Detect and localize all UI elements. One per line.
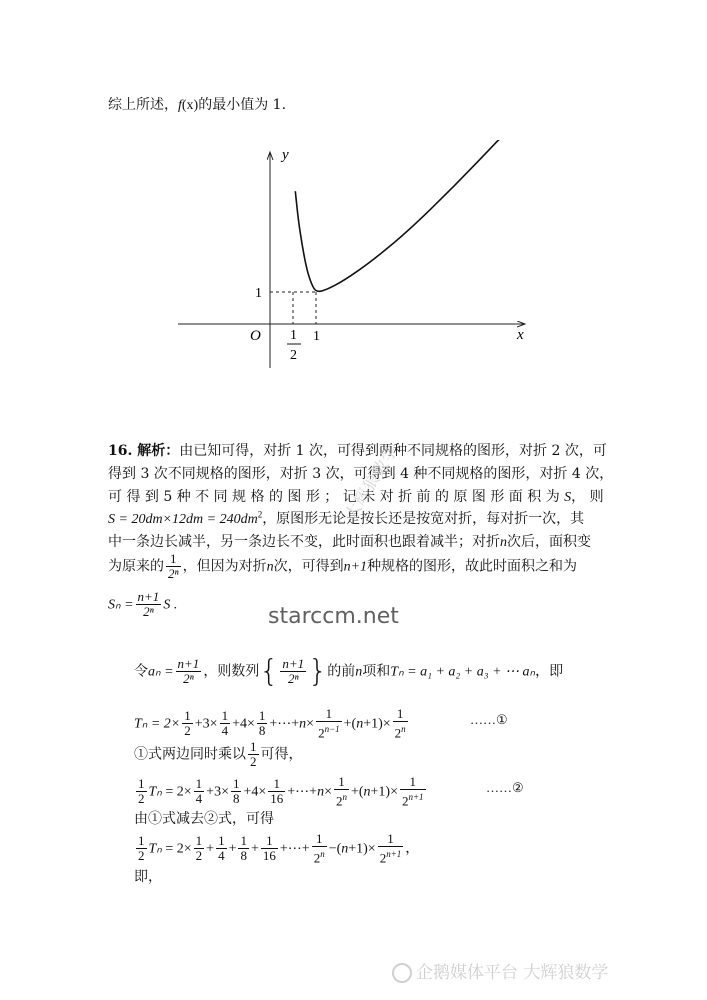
- function-graph: [170, 140, 540, 380]
- x-axis-label: x: [517, 327, 524, 343]
- let-mid: ，则数列: [203, 663, 260, 680]
- site-watermark: starccm.net: [268, 604, 399, 629]
- eq2-half: $\frac{1}{2}$: [138, 776, 145, 807]
- mult-half: $\frac{1}{2}$: [250, 739, 257, 769]
- sn-lhs: Sₙ =: [108, 597, 134, 613]
- frac-den: 2ⁿ: [143, 604, 154, 619]
- eq1-f3: $\frac{1}{8}$: [258, 708, 266, 739]
- eq3-f2: $\frac{1}{4}$: [218, 833, 225, 864]
- area-exponent: 2: [257, 509, 263, 520]
- frac-num: n+1: [137, 589, 160, 604]
- solution-text-2: 得到 3 次不同规格的图形，对折 3 次，可得到 4 种不同规格的图形，对折 4 次，: [108, 466, 614, 482]
- eq3-f6: $\frac{1}{2^{n+1}}$: [379, 831, 402, 866]
- eq1-lhs: Tₙ = 2×: [134, 716, 181, 732]
- solution-line-5: [108, 531, 591, 551]
- frac-num: 1: [166, 552, 181, 567]
- eq3-f3: $\frac{1}{8}$: [240, 833, 247, 864]
- eq1-f1: $\frac{1}{2}$: [184, 708, 191, 739]
- x-tick-1: 1: [313, 329, 320, 344]
- eq2-f3: $\frac{1}{16}$: [270, 776, 284, 807]
- solution-line-7: [108, 590, 177, 619]
- seq-fraction: [280, 657, 306, 686]
- mult-suffix: 可得，: [260, 746, 303, 763]
- eq3-f1: $\frac{1}{2}$: [195, 833, 203, 864]
- brand-text: 企鹅媒体平台 大辉狼数学: [416, 963, 609, 983]
- frac-num: n+1: [282, 656, 305, 671]
- right-brace: }: [308, 654, 328, 689]
- var-n-plus-1: n+1: [343, 559, 368, 575]
- function-arg: (x): [181, 98, 199, 113]
- eq2-f4: $\frac{1}{2^n}$: [335, 774, 347, 809]
- function-name: f: [178, 98, 182, 113]
- equation-1: Tₙ = 2× $\frac{1}{2}$ +3× $\frac{1}{4}$ +4× $\frac{1}{8}$ +⋯+n× $\frac{1}{2^{n-1}}$ +(n+1)× $\frac{1}{2^n}$: [134, 706, 406, 741]
- eq1-f2: $\frac{1}{4}$: [221, 708, 229, 739]
- solution-text-5: 中一条边长减半，另一条边长不变，此时面积也跟着减半；对折: [108, 534, 500, 550]
- eq1-tag: ……①: [470, 712, 508, 727]
- solution-line-6: [108, 552, 577, 581]
- var-n-2: n: [266, 559, 274, 575]
- eq3-f4: $\frac{1}{16}$: [262, 833, 276, 864]
- var-n: n: [500, 535, 507, 550]
- tn-def: Tₙ = a₁ + a₂ + a₃ + ⋯ aₙ: [390, 664, 536, 680]
- multiply-line: [134, 740, 303, 769]
- eq3-f5: $\frac{1}{2^n}$: [313, 831, 325, 866]
- frac-num: n+1: [177, 656, 200, 671]
- curve-fx: [295, 140, 500, 291]
- frac-den: 2ⁿ: [168, 566, 179, 581]
- eq3-half: $\frac{1}{2}$: [138, 833, 145, 864]
- fraction-1-over-2n: [166, 552, 181, 581]
- let-mid2: 的前: [327, 663, 356, 680]
- fraction-n1-over-2n: [136, 590, 162, 619]
- solution-text-5-end: 次后，面积变: [507, 534, 591, 550]
- solution-text-6c: 次，可得到: [273, 558, 344, 575]
- solution-text-6d: 种规格的图形，故此时面积之和为: [367, 558, 578, 575]
- conclusion-line: [108, 94, 286, 114]
- solution-text-6b: ，但因为对折: [182, 558, 267, 575]
- let-line: [134, 654, 563, 689]
- ji-line: 即，: [134, 869, 162, 885]
- y-tick-1: 1: [255, 286, 262, 301]
- eq2-f5: $\frac{1}{2^{n+1}}$: [401, 774, 424, 809]
- eq3-end: ，: [405, 840, 420, 857]
- brand-watermark: [392, 958, 608, 983]
- mult-prefix: ①式两边同时乘以: [134, 746, 246, 763]
- equation-3: $\frac{1}{2}$ Tₙ = 2× $\frac{1}{2}$ + $\frac{1}{4}$ + $\frac{1}{8}$ + $\frac{1}{16}$ +⋯+ $\frac{1}{2^n}$ −(n+1)× $\frac{1}{2^{n+1}}$ ，: [138, 831, 420, 866]
- x-tick-half-numerator: 1: [290, 328, 297, 343]
- stamp-watermark: 大辉狼数学: [340, 440, 402, 524]
- solution-text-3: 可 得 到 5 种 不 同 规 格 的 图 形 ； 记 未 对 折 前 的 原 图 形 面 积 为: [108, 489, 560, 505]
- var-n-3: n: [355, 664, 363, 680]
- frac-den: 2ⁿ: [287, 671, 299, 686]
- x-tick-half-denominator: 2: [290, 348, 297, 363]
- origin-label: O: [250, 328, 261, 344]
- equation-2: $\frac{1}{2}$ Tₙ = 2× $\frac{1}{4}$ +3× $\frac{1}{8}$ +4× $\frac{1}{16}$ +⋯+n× $\frac{1}{2^n}$ +(n+1)× $\frac{1}{2^{n+1}}$: [138, 774, 424, 809]
- subtract-line: 由①式减去②式，可得: [134, 811, 274, 827]
- eq2-f1: $\frac{1}{4}$: [195, 776, 203, 807]
- var-s: S: [564, 490, 572, 505]
- area-equation: S = 20dm×12dm = 240dm: [108, 512, 258, 527]
- solution-text-6: 为原来的: [108, 558, 164, 575]
- frac-den: 2ⁿ: [183, 671, 194, 686]
- sn-rhs-end: S .: [163, 597, 178, 613]
- left-brace: {: [259, 654, 279, 689]
- conclusion-suffix: 的最小值为 1.: [198, 97, 287, 113]
- solution-line-1: [108, 440, 607, 460]
- y-axis-label: y: [282, 147, 289, 163]
- penguin-icon: [392, 963, 412, 983]
- eq1-f5: $\frac{1}{2^n}$: [394, 706, 406, 741]
- eq1-f4: $\frac{1}{2^{n-1}}$: [318, 706, 340, 741]
- solution-text-4: ，原图形无论是按长还是按宽对折，每对折一次，其: [262, 511, 585, 527]
- let-mid3: 项和: [362, 663, 391, 680]
- let-prefix: 令: [134, 663, 148, 680]
- conclusion-prefix: 综上所述，: [108, 97, 178, 113]
- eq2-tag: ……②: [486, 780, 524, 795]
- an-fraction: [176, 657, 202, 686]
- solution-heading: 16. 解析：: [108, 443, 180, 459]
- solution-text-1: 由已知可得，对折 1 次，可得到两种不同规格的图形，对折 2 次，可: [179, 443, 607, 459]
- solution-text-3-end: ， 则: [571, 489, 604, 505]
- let-end: ，即: [535, 663, 564, 680]
- eq2-f2: $\frac{1}{8}$: [232, 776, 240, 807]
- an-lhs: aₙ =: [148, 664, 174, 680]
